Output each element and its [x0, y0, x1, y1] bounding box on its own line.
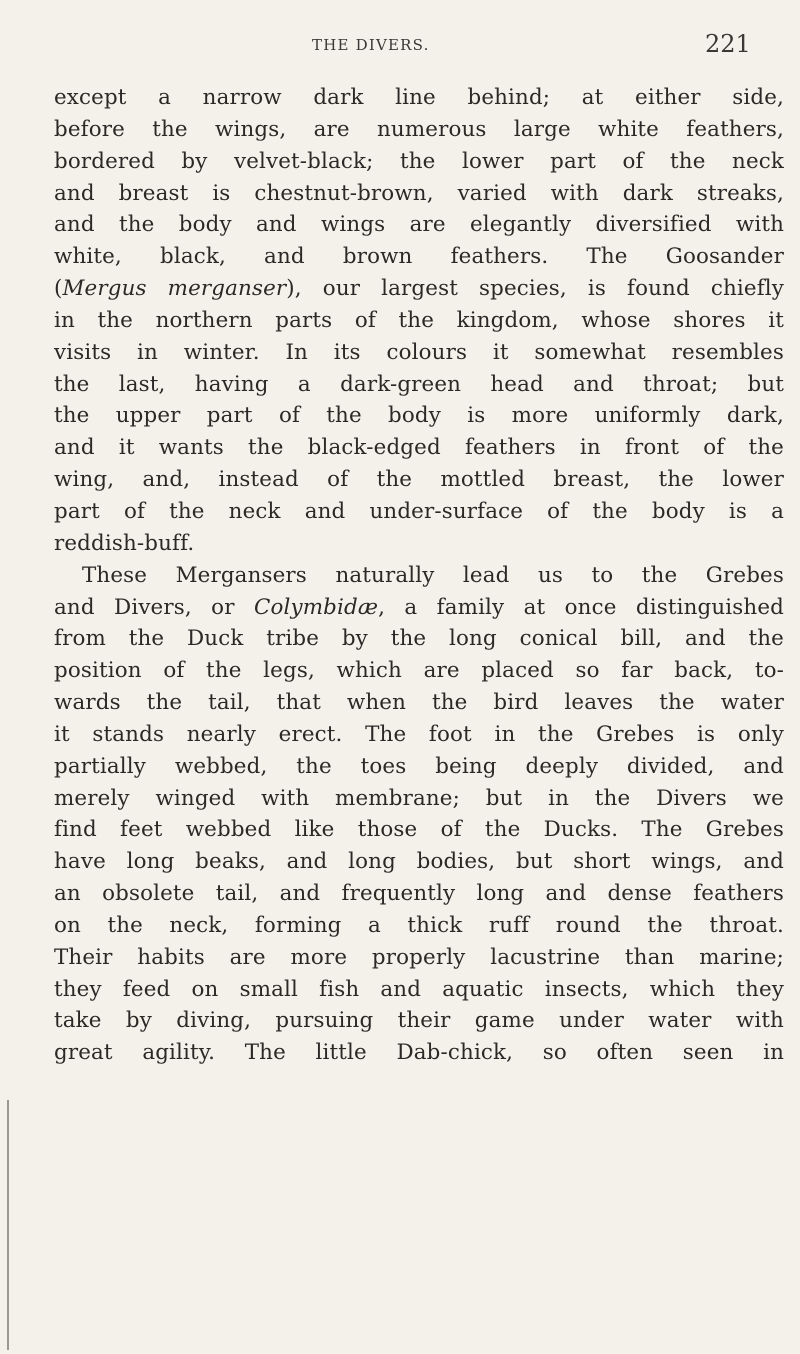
text-line: white, black, and brown feathers. The Goosander — [54, 244, 784, 270]
text-line: the upper part of the body is more uniformly dark, — [54, 403, 784, 429]
text-line: and it wants the black-edged feathers in front of the — [54, 435, 784, 461]
body-text — [54, 82, 784, 1069]
text-line: it stands nearly erect. The foot in the Grebes is only — [54, 721, 784, 747]
text-line: visits in winter. In its colours it somewhat resembles — [54, 339, 784, 365]
italic-latin-name: Mergus merganser — [62, 276, 287, 302]
text-line: and the body and wings are elegantly diversified with — [54, 212, 784, 238]
text-line: reddish-buff. — [54, 530, 195, 556]
italic-latin-name: Colymbidæ — [253, 594, 379, 620]
text-line: find feet webbed like those of the Ducks. The Grebes — [54, 817, 784, 843]
text-line: merely winged with membrane; but in the Divers we — [54, 785, 784, 811]
text-line: great agility. The little Dab-chick, so often seen in — [54, 1040, 784, 1066]
text-line: an obsolete tail, and frequently long and dense feathers — [54, 881, 784, 907]
text-line: from the Duck tribe by the long conical bill, and the — [54, 626, 784, 652]
text-line: These Mergansers naturally lead us to the Grebes — [82, 562, 784, 588]
text-line: wing, and, instead of the mottled breast, the lower — [54, 467, 784, 493]
page-edge-mark — [7, 1100, 9, 1350]
text-line: have long beaks, and long bodies, but short wings, and — [54, 849, 784, 875]
text-line: they feed on small fish and aquatic insects, which they — [54, 976, 784, 1002]
text-line: and breast is chestnut-brown, varied with dark streaks, — [54, 180, 784, 206]
text-line: take by diving, pursuing their game under water with — [54, 1008, 784, 1034]
text-line: in the northern parts of the kingdom, whose shores it — [54, 307, 784, 333]
text-line: (Mergus merganser), our largest species, is found chiefly — [54, 276, 784, 302]
text-line: on the neck, forming a thick ruff round the throat. — [54, 912, 784, 938]
text-line: position of the legs, which are placed so far back, to- — [54, 658, 784, 684]
text-line: and Divers, or Colymbidæ, a family at once distinguished — [54, 594, 784, 620]
text-line: wards the tail, that when the bird leaves the water — [54, 690, 784, 716]
text-line: before the wings, are numerous large white feathers, — [54, 116, 784, 142]
text-line: partially webbed, the toes being deeply divided, and — [54, 753, 784, 779]
text-line: the last, having a dark-green head and throat; but — [54, 371, 784, 397]
text-line: Their habits are more properly lacustrine than marine; — [54, 944, 784, 970]
page-number: 221 — [705, 30, 751, 58]
running-head — [0, 30, 800, 62]
text-line: except a narrow dark line behind; at either side, — [54, 85, 784, 110]
running-title: THE DIVERS. — [312, 36, 430, 54]
text-line: part of the neck and under-surface of the body is a — [54, 498, 784, 524]
text-line: bordered by velvet-black; the lower part of the neck — [54, 148, 784, 174]
